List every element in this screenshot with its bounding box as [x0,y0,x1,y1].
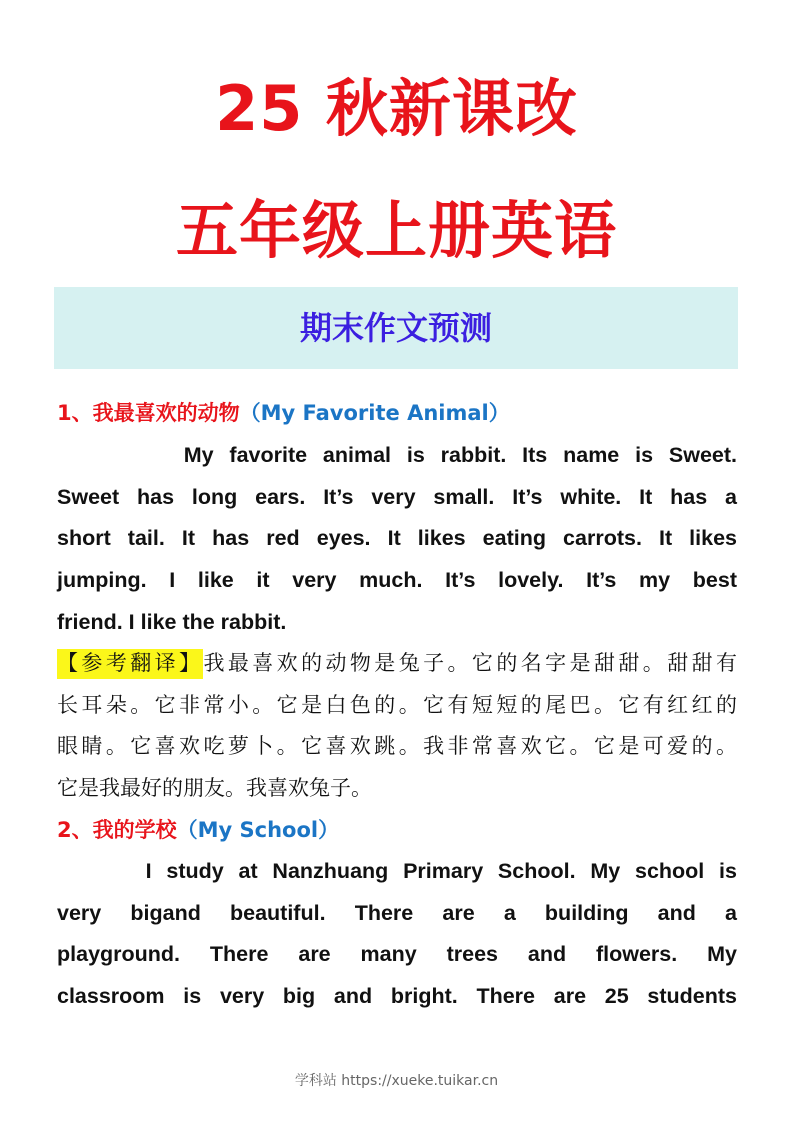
translation-line: 眼睛。它喜欢吃萝卜。它喜欢跳。我非常喜欢它。它是可爱的。 [57,734,737,759]
section-banner [54,287,738,369]
section-2-heading-en: （My School） [176,818,340,842]
section-1-translation [57,643,737,810]
section-1-heading [57,398,510,428]
paragraph-line: I study at Nanzhuang Primary School. My school is [57,859,737,883]
paragraph-line: playground. There are many trees and flowers. My [57,942,737,967]
translation-line-text: 我最喜欢的动物是兔子。它的名字是甜甜。甜甜有 [203,651,738,675]
section-1-english-paragraph [57,435,737,643]
paragraph-line: classroom is very big and bright. There are 25 students [57,984,737,1009]
translation-line: 它是我最好的朋友。我喜欢兔子。 [57,776,372,801]
section-1-heading-zh: 1、我最喜欢的动物 [57,401,240,425]
paragraph-line: short tail. It has red eyes. It likes eating carrots. It likes [57,526,737,551]
footer-watermark: 学科站 https://xueke.tuikar.cn [294,1073,499,1089]
title-line-1: 25 秋新课改 [215,72,578,145]
section-2-heading-zh: 2、我的学校 [57,818,177,842]
paragraph-line: friend. I like the rabbit. [57,609,287,634]
translation-line: 长耳朵。它非常小。它是白色的。它有短短的尾巴。它有红红的 [57,692,737,717]
translation-line-1 [57,643,737,685]
banner-title: 期末作文预测 [299,309,492,347]
translation-tag: 【参考翻译】 [57,649,203,679]
paragraph-line: very bigand beautiful. There are a building and a [57,900,737,925]
paragraph-line: My favorite animal is rabbit. Its name is Sweet. [57,443,737,467]
section-1-heading-en: （My Favorite Animal） [239,401,510,425]
section-2-english-paragraph [57,851,737,1018]
paragraph-line: jumping. I like it very much. It’s lovely. It’s my best [57,568,737,593]
title-line-2: 五年级上册英语 [175,194,617,267]
section-2-heading [57,815,339,845]
paragraph-line: Sweet has long ears. It’s very small. It’s white. It has a [57,484,737,509]
